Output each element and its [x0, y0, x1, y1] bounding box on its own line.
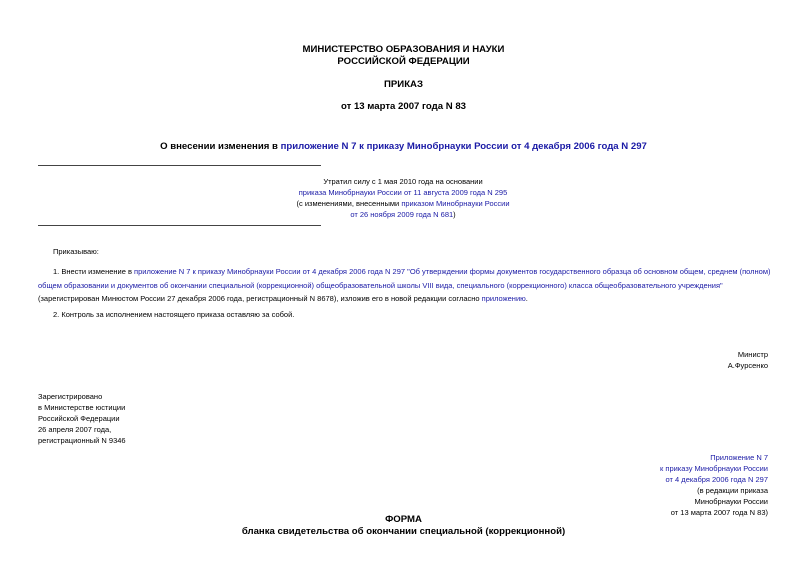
paragraph-1 — [38, 265, 772, 306]
registration-line: в Министерстве юстиции — [38, 403, 126, 412]
order-word: Приказываю: — [53, 247, 99, 256]
p1-prefix: 1. Внести изменение в — [53, 267, 135, 276]
status-line-1: Утратил силу с 1 мая 2010 года на основании — [323, 177, 483, 186]
document-type: ПРИКАЗ — [384, 79, 423, 90]
appendix-order-link[interactable]: к приказу Минобрнауки России — [660, 464, 768, 473]
document-title — [0, 141, 807, 153]
appendix-line-5: Минобрнауки России — [694, 497, 768, 506]
status-repeal-order-link[interactable]: приказа Минобрнауки России от 11 августа 2009 года N 295 — [298, 188, 508, 197]
registration-line: Российской Федерации — [38, 414, 120, 423]
registration-line: регистрационный N 9346 — [38, 436, 126, 445]
p1-middle: (зарегистрирован Минюстом России 27 декабря 2006 года, регистрационный N 8678), изложив его в новой редакции согласно — [38, 294, 482, 303]
status-line-3-prefix: (с изменениями, внесенными — [296, 199, 402, 208]
signature-position: Министр — [737, 350, 768, 359]
ministry-line-2: РОССИЙСКОЙ ФЕДЕРАЦИИ — [337, 56, 470, 67]
p1-attachment-link[interactable]: приложению — [481, 294, 526, 303]
appendix-number-link[interactable]: Приложение N 7 — [710, 453, 768, 462]
form-subtitle: бланка свидетельства об окончании специальной (коррекционной) — [241, 526, 566, 537]
registration-line: 26 апреля 2007 года, — [38, 425, 112, 434]
status-amending-order-link[interactable]: приказом Минобрнауки России — [401, 199, 510, 208]
p1-end: . — [525, 294, 528, 303]
title-amended-order-link[interactable]: приложение N 7 к приказу Минобрнауки России от 4 декабря 2006 года N 297 — [280, 141, 647, 152]
appendix-order-date-link[interactable]: от 4 декабря 2006 года N 297 — [665, 475, 768, 484]
divider-bottom — [38, 225, 321, 226]
registration-block — [38, 391, 258, 446]
divider-top — [38, 165, 321, 166]
p1-appendix-link[interactable]: приложение N 7 к приказу Минобрнауки России от 4 декабря 2006 года N 297 "Об утверждении формы документов государственного образца об основном общем, среднем (полном) общем образовании и документов об окончании специальной (коррекционной) общеобразовательной школы VIII вида, специального (коррекционного) класса общеобразовательного учреждения" — [38, 267, 771, 290]
status-block — [203, 176, 603, 220]
signature-name: А.Фурсенко — [727, 361, 768, 370]
paragraph-2: 2. Контроль за исполнением настоящего приказа оставляю за собой. — [53, 310, 295, 319]
appendix-line-4: (в редакции приказа — [697, 486, 768, 495]
title-prefix: О внесении изменения в — [160, 141, 281, 152]
status-line-4-suffix: ) — [453, 210, 456, 219]
status-amending-order-date-link[interactable]: от 26 ноября 2009 года N 681 — [350, 210, 454, 219]
form-title: ФОРМА — [385, 514, 422, 525]
appendix-block — [540, 452, 768, 518]
registration-line: Зарегистрировано — [38, 392, 103, 401]
ministry-line-1: МИНИСТЕРСТВО ОБРАЗОВАНИЯ И НАУКИ — [302, 44, 505, 55]
document-date: от 13 марта 2007 года N 83 — [340, 101, 467, 112]
appendix-line-6: от 13 марта 2007 года N 83) — [670, 508, 768, 517]
